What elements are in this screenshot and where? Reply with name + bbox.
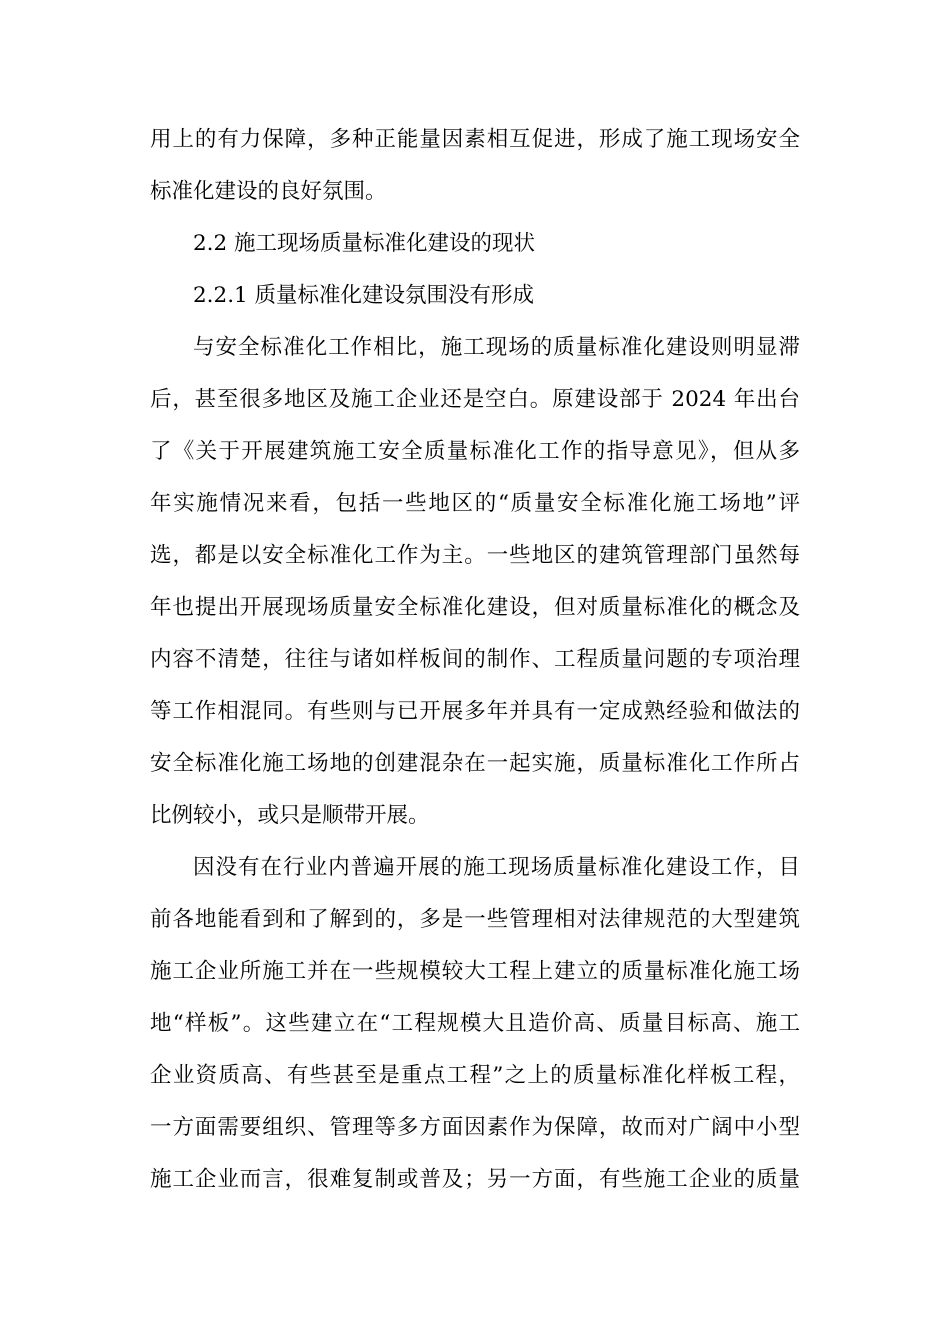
text-line: 安全标准化施工场地的创建混杂在一起实施，质量标准化工作所占 xyxy=(150,751,800,776)
text-line: 比例较小，或只是顺带开展。 xyxy=(150,803,430,828)
text-line: 与安全标准化工作相比，施工现场的质量标准化建设则明显滞 xyxy=(193,335,800,360)
text-line: 等工作相混同。有些则与已开展多年并具有一定成熟经验和做法的 xyxy=(150,699,800,724)
text-line: 标准化建设的良好氛围。 xyxy=(150,179,387,204)
text-line: 因没有在行业内普遍开展的施工现场质量标准化建设工作，目 xyxy=(193,855,800,880)
text-line: 用上的有力保障，多种正能量因素相互促进，形成了施工现场安全 xyxy=(150,127,800,152)
text-line: 地“样板”。这些建立在“工程规模大且造价高、质量目标高、施工 xyxy=(150,1011,800,1036)
subsection-heading: 2.2.1 质量标准化建设氛围没有形成 xyxy=(193,283,535,308)
text-line: 施工企业所施工并在一些规模较大工程上建立的质量标准化施工场 xyxy=(150,959,800,984)
text-line: 前各地能看到和了解到的，多是一些管理相对法律规范的大型建筑 xyxy=(150,907,800,932)
text-line: 内容不清楚，往往与诸如样板间的制作、工程质量问题的专项治理 xyxy=(150,647,800,672)
text-line: 后，甚至很多地区及施工企业还是空白。原建设部于 2024 年出台 xyxy=(150,387,800,412)
text-line: 了《关于开展建筑施工安全质量标准化工作的指导意见》，但从多 xyxy=(150,439,800,464)
text-line: 一方面需要组织、管理等多方面因素作为保障，故而对广阔中小型 xyxy=(150,1115,800,1140)
text-line: 年实施情况来看，包括一些地区的“质量安全标准化施工场地”评 xyxy=(150,491,800,516)
text-line: 企业资质高、有些甚至是重点工程”之上的质量标准化样板工程， xyxy=(150,1063,800,1088)
body-text xyxy=(150,114,800,1206)
text-line: 年也提出开展现场质量安全标准化建设，但对质量标准化的概念及 xyxy=(150,595,800,620)
section-heading: 2.2 施工现场质量标准化建设的现状 xyxy=(193,231,536,256)
text-line: 施工企业而言，很难复制或普及；另一方面，有些施工企业的质量 xyxy=(150,1167,800,1192)
text-line: 选，都是以安全标准化工作为主。一些地区的建筑管理部门虽然每 xyxy=(150,543,800,568)
